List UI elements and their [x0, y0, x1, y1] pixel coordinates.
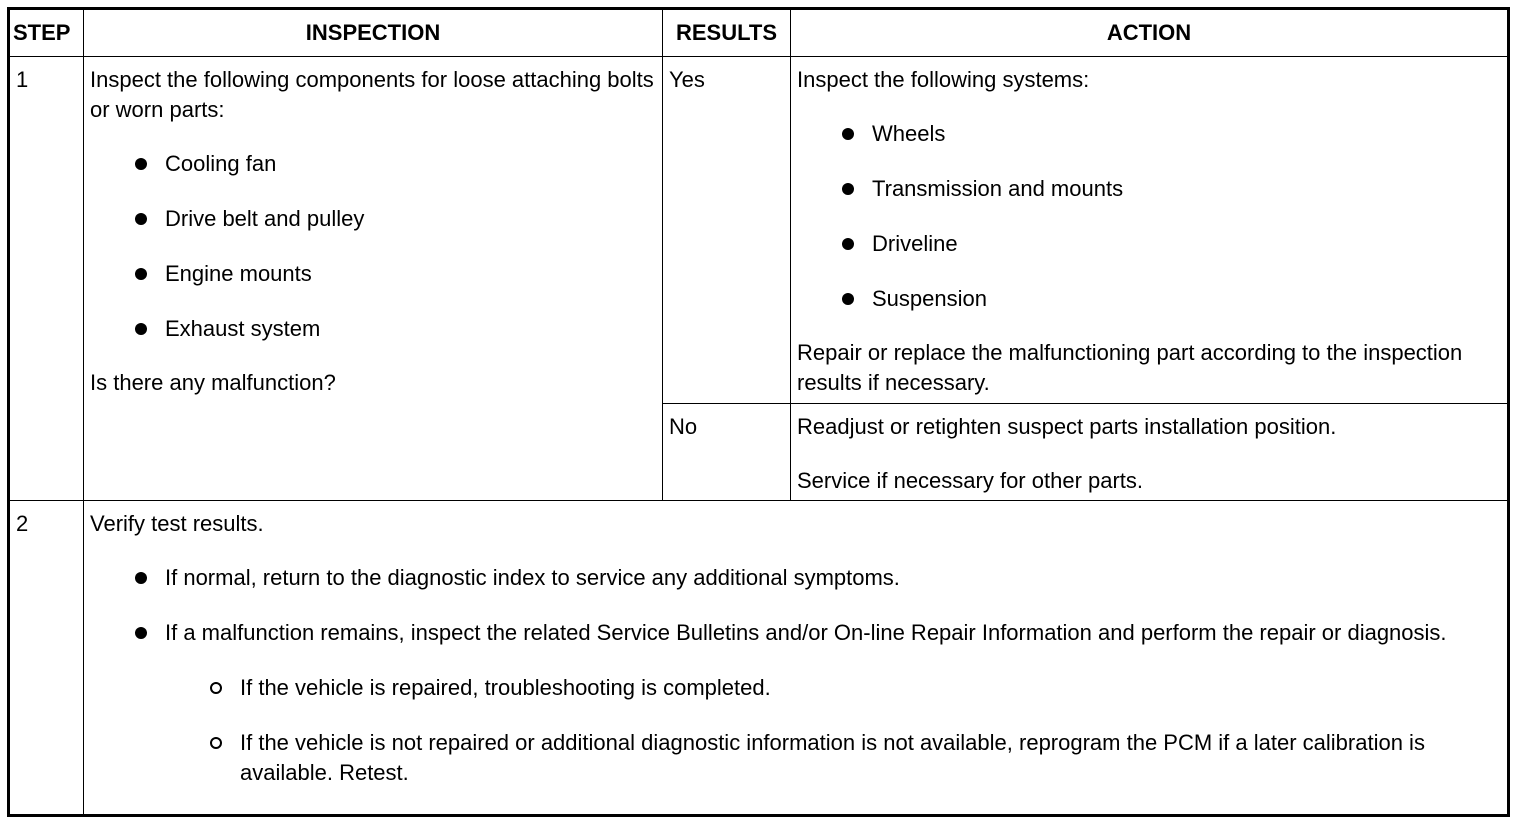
step1-no-result: No: [663, 404, 791, 501]
step2-number: 2: [9, 501, 84, 816]
step1-yes-action: [791, 57, 1509, 404]
step1-yes-row: [9, 57, 1509, 404]
no-action-line2: Service if necessary for other parts.: [797, 468, 1144, 493]
list-item: [135, 618, 1501, 788]
no-action-line1: Readjust or retighten suspect parts installation position.: [797, 414, 1337, 439]
header-step: STEP: [9, 9, 84, 57]
header-inspection: INSPECTION: [84, 9, 663, 57]
list-item: Cooling fan: [135, 149, 656, 179]
step1-intro: Inspect the following components for loose attaching bolts or worn parts:: [90, 67, 654, 122]
list-item: Suspension: [842, 284, 1501, 314]
step2-content: [84, 501, 1509, 816]
yes-action-intro: Inspect the following systems:: [797, 67, 1090, 92]
header-action: ACTION: [791, 9, 1509, 57]
step2-bullet-list: [90, 563, 1501, 788]
step1-no-action: [791, 404, 1509, 501]
list-item: If the vehicle is repaired, troubleshooting is completed.: [210, 673, 1501, 703]
list-item: Transmission and mounts: [842, 174, 1501, 204]
step2-sub-list: [165, 673, 1501, 788]
yes-action-note: Repair or replace the malfunctioning part according to the inspection results if necessary.: [797, 340, 1463, 395]
header-results: RESULTS: [663, 9, 791, 57]
list-item: Engine mounts: [135, 259, 656, 289]
list-item: If the vehicle is not repaired or additional diagnostic information is not available, reprogram the PCM if a later calibration is available. Retest.: [210, 728, 1501, 788]
step1-inspection: [84, 57, 663, 501]
list-item: Drive belt and pulley: [135, 204, 656, 234]
list-item: Driveline: [842, 229, 1501, 259]
list-item: Wheels: [842, 119, 1501, 149]
step2-row: [9, 501, 1509, 816]
step2-intro: Verify test results.: [90, 511, 264, 536]
step1-yes-result: Yes: [663, 57, 791, 404]
yes-systems-list: [797, 119, 1501, 314]
header-row: [9, 9, 1509, 57]
step1-component-list: [90, 149, 656, 344]
list-item: If normal, return to the diagnostic index to service any additional symptoms.: [135, 563, 1501, 593]
step1-number: 1: [9, 57, 84, 501]
diagnostic-table: [7, 7, 1510, 817]
step1-question: Is there any malfunction?: [90, 370, 336, 395]
list-item: Exhaust system: [135, 314, 656, 344]
bullet-text: If a malfunction remains, inspect the related Service Bulletins and/or On-line Repair Information and perform the repair or diagnosis.: [165, 620, 1447, 645]
